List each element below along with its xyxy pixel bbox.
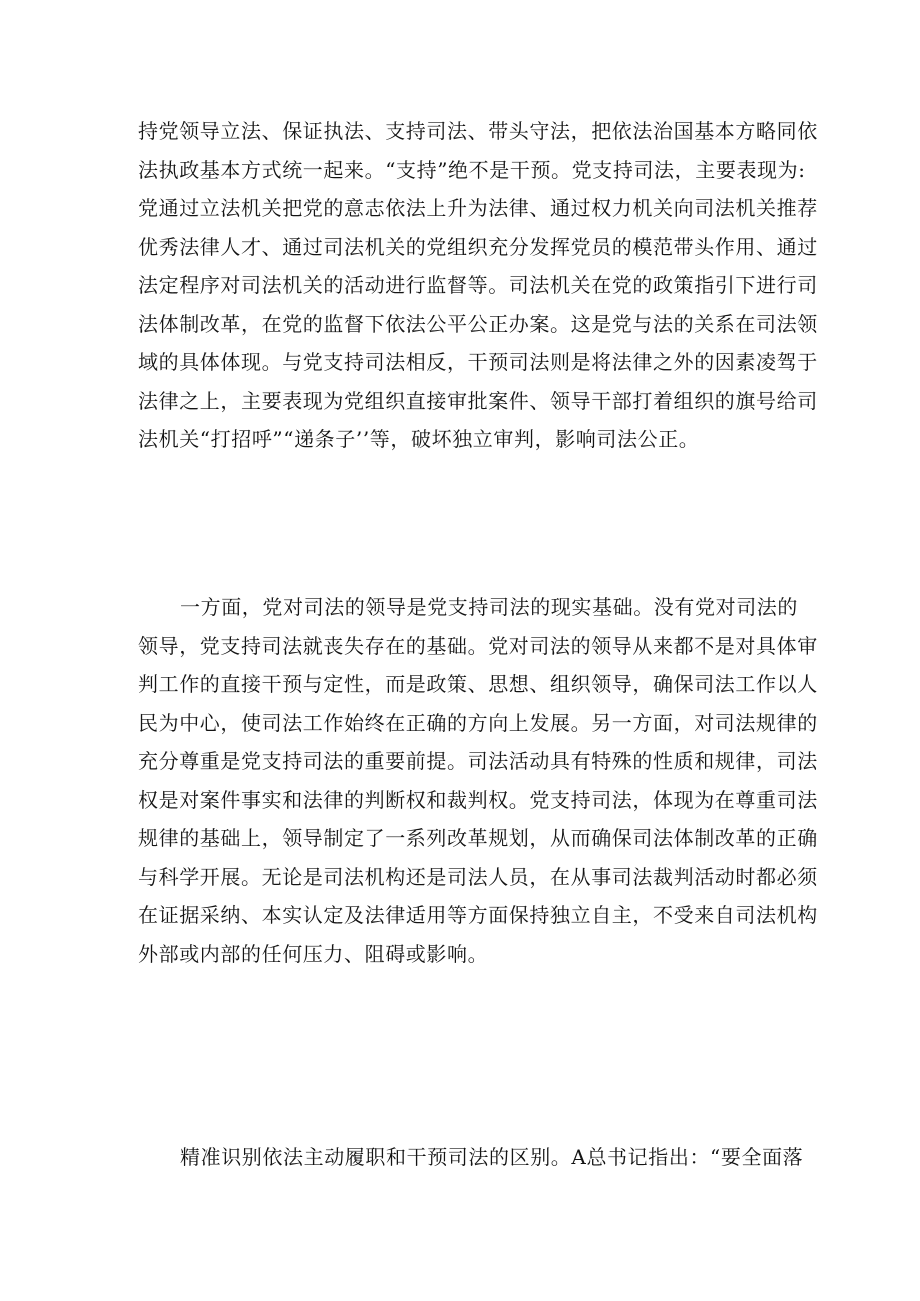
- text-line: 法定程序对司法机关的活动进行监督等。司法机关在党的政策指引下进行司: [138, 273, 818, 297]
- text-line: 领导，党支持司法就丧失存在的基础。党对司法的领导从来都不是对具体审: [138, 633, 818, 658]
- text-line-indented: 精准识别依法主动履职和干预司法的区别。A总书记指出：“要全面落: [180, 1145, 804, 1169]
- text-line: 法执政基本方式统一起来。“支持”绝不是干预。党支持司法，主要表现为:: [138, 157, 806, 182]
- text-line: 域的具体体现。与党支持司法相反，干预司法则是将法律之外的因素凌驾于: [138, 350, 818, 374]
- text-line: 法体制改革，在党的监督下依法公平公正办案。这是党与法的关系在司法领: [138, 311, 818, 336]
- text-line: 民为中心，使司法工作始终在正确的方向上发展。另一方面，对司法规律的: [138, 710, 818, 735]
- text-line: 权是对案件事实和法律的判断权和裁判权。党支持司法，体现为在尊重司法: [138, 787, 818, 812]
- text-line: 规律的基础上，领导制定了一系列改革规划，从而确保司法体制改革的正确: [138, 826, 818, 850]
- text-line: 持党领导立法、保证执法、支持司法、带头守法，把依法治国基本方略同依: [138, 119, 818, 143]
- text-line: 法机关“打招呼”“递条子’’等，破坏独立审判，影响司法公正。: [138, 427, 700, 451]
- text-line: 判工作的直接干预与定性，而是政策、思想、组织领导，确保司法工作以人: [138, 672, 818, 696]
- paragraph-1: [138, 112, 818, 459]
- text-line: 法律之上，主要表现为党组织直接审批案件、领导干部打着组织的旗号给司: [138, 388, 818, 413]
- paragraph-2: [138, 588, 818, 973]
- text-line: 充分尊重是党支持司法的重要前提。司法活动具有特殊的性质和规律，司法: [138, 749, 818, 773]
- text-line: 外部或内部的任何压力、阻碍或影响。: [138, 941, 489, 966]
- text-line: 优秀法律人才、通过司法机关的党组织充分发挥党员的模范带头作用、通过: [138, 234, 818, 259]
- text-line-indented: 一方面，党对司法的领导是党支持司法的现实基础。没有党对司法的: [180, 595, 798, 619]
- paragraph-3: [138, 1138, 804, 1177]
- text-line: 党通过立法机关把党的意志依法上升为法律、通过权力机关向司法机关推荐: [138, 196, 818, 220]
- text-line: 与科学开展。无论是司法机构还是司法人员，在从事司法裁判活动时都必须: [138, 864, 818, 889]
- text-line: 在证据采纳、本实认定及法律适用等方面保持独立自主，不受来自司法机构: [138, 903, 818, 927]
